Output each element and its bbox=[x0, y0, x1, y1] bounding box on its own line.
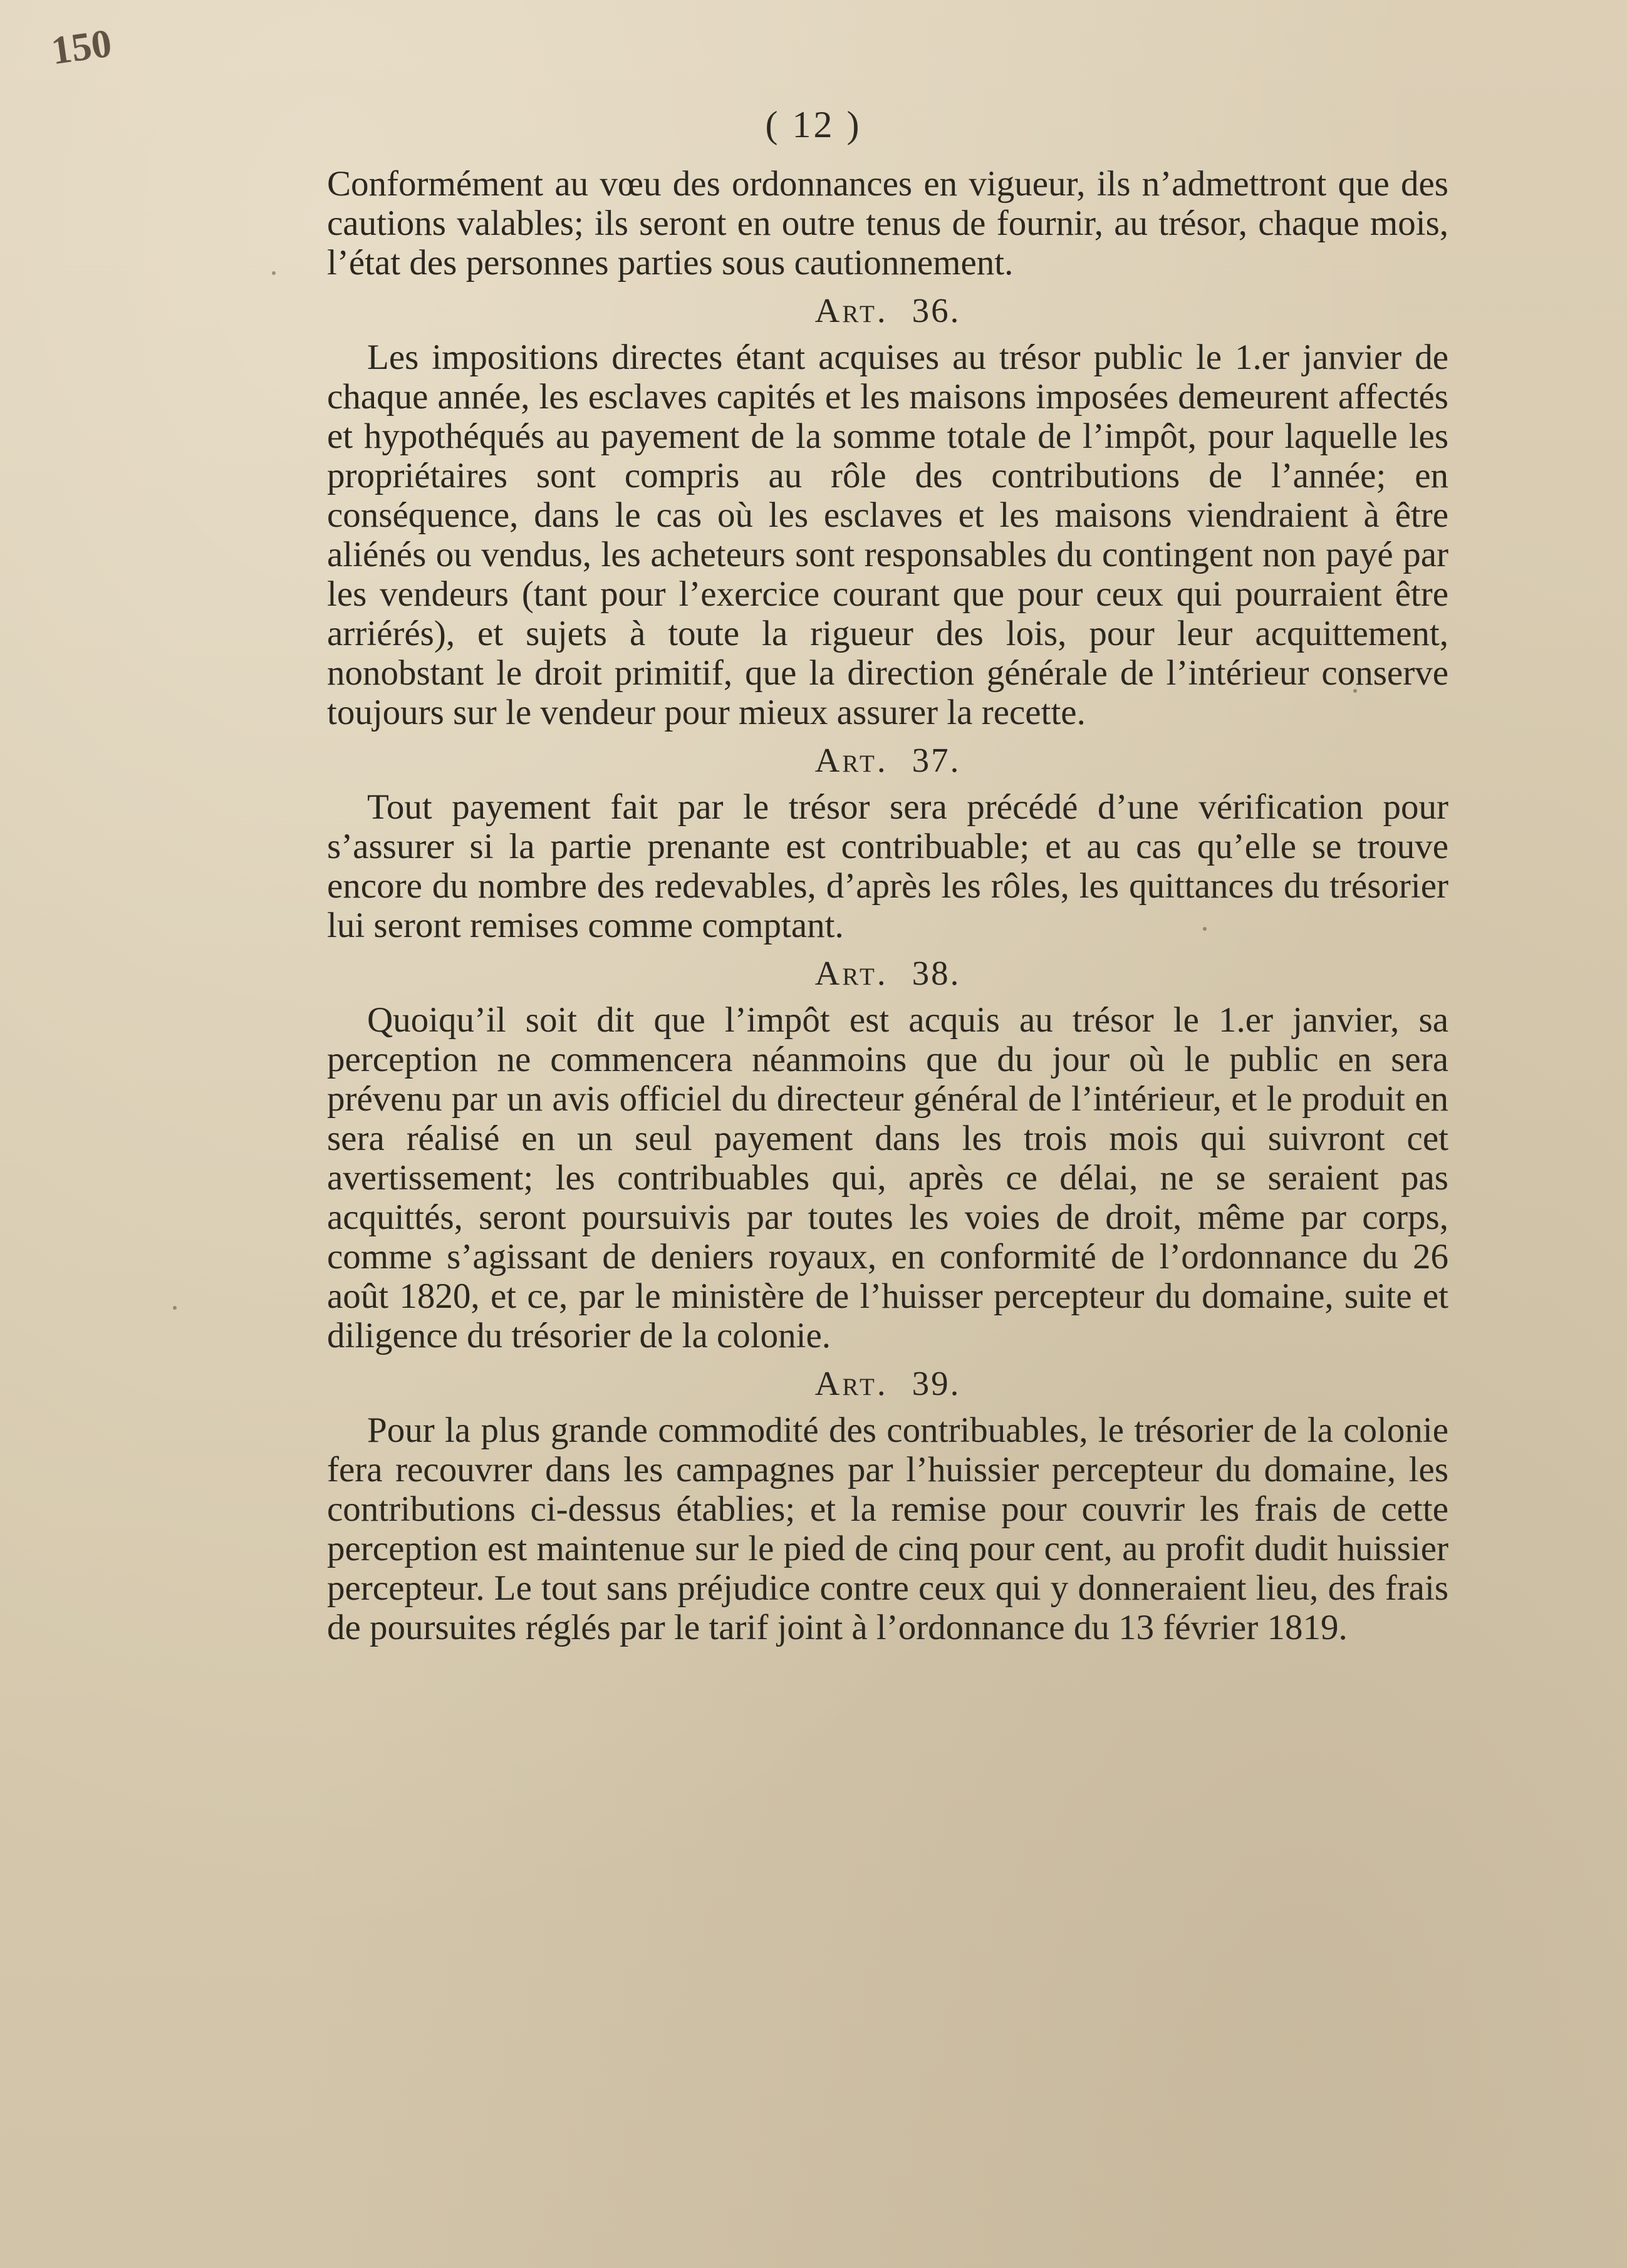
paper-speck bbox=[173, 1306, 177, 1310]
article-number: 36. bbox=[912, 291, 961, 329]
paragraph-article-39: Pour la plus grande commodité des contribuables, le trésorier de la colonie fera recouvrer dans les campagnes par l’huissier percepteur du domaine, les contributions ci-dessus établies; et la remise pour couvrir les frais de cette perception est maintenue sur le pied de cinq pour cent, au profit dudit huissier percepteur. Le tout sans préjudice contre ceux qui y donneraient lieu, des frais de poursuites réglés par le tarif joint à l’ordonnance du 13 février 1819. bbox=[327, 1411, 1448, 1647]
article-number: 38. bbox=[912, 954, 961, 992]
paragraph-article-38: Quoiqu’il soit dit que l’impôt est acquis au trésor le 1.er janvier, sa perception ne commencera néanmoins que du jour où le public en sera prévenu par un avis officiel du directeur général de l’intérieur, et le produit en sera réalisé en un seul payement dans les trois mois qui suivront cet avertissement; les contribuables qui, après ce délai, ne se seraient pas acquittés, seront poursuivis par toutes les voies de droit, même par corps, comme s’agissant de deniers royaux, en conformité de l’ordonnance du 26 août 1820, et ce, par le ministère de l’huisser percepteur du domaine, suite et diligence du trésorier de la colonie. bbox=[327, 1000, 1448, 1355]
article-37-heading bbox=[327, 740, 1448, 781]
paper-speck bbox=[272, 271, 276, 275]
article-label: Art. bbox=[814, 954, 888, 992]
page-number: ( 12 ) bbox=[765, 104, 862, 145]
article-label: Art. bbox=[814, 291, 888, 329]
article-label: Art. bbox=[814, 1364, 888, 1402]
article-38-heading bbox=[327, 953, 1448, 994]
paper-speck bbox=[653, 355, 657, 358]
paper-speck bbox=[1203, 927, 1207, 931]
paper-speck bbox=[1353, 689, 1357, 693]
article-39-heading bbox=[327, 1363, 1448, 1404]
handwritten-folio-mark: 150 bbox=[48, 20, 115, 73]
paragraph-article-37: Tout payement fait par le trésor sera précédé d’une vérification pour s’assurer si la partie prenante est contribuable; et au cas qu’elle se trouve encore du nombre des redevables, d’après les rôles, les quittances du trésorier lui seront remises comme comptant. bbox=[327, 787, 1448, 945]
paragraph-article-36: Les impositions directes étant acquises au trésor public le 1.er janvier de chaque année, les esclaves capités et les maisons imposées demeurent affectés et hypothéqués au payement de la somme totale de l’impôt, pour laquelle les propriétaires sont compris au rôle des contributions de l’année; en conséquence, dans le cas où les esclaves et les maisons viendraient à être aliénés ou vendus, les acheteurs sont responsables du contingent non payé par les vendeurs (tant pour l’exercice courant que pour ceux qui pourraient être arriérés), et sujets à toute la rigueur des lois, pour leur acquittement, nonobstant le droit primitif, que la direction générale de l’intérieur conserve toujours sur le vendeur pour mieux assurer la recette. bbox=[327, 338, 1448, 732]
body-text bbox=[327, 164, 1448, 1647]
article-number: 39. bbox=[912, 1364, 961, 1402]
article-36-heading bbox=[327, 290, 1448, 331]
article-number: 37. bbox=[912, 741, 961, 779]
article-label: Art. bbox=[814, 741, 888, 779]
paragraph-1: Conformément au vœu des ordonnances en vigueur, ils n’admettront que des cautions valables; ils seront en outre tenus de fournir, au trésor, chaque mois, l’état des personnes parties sous cautionnement. bbox=[327, 164, 1448, 282]
